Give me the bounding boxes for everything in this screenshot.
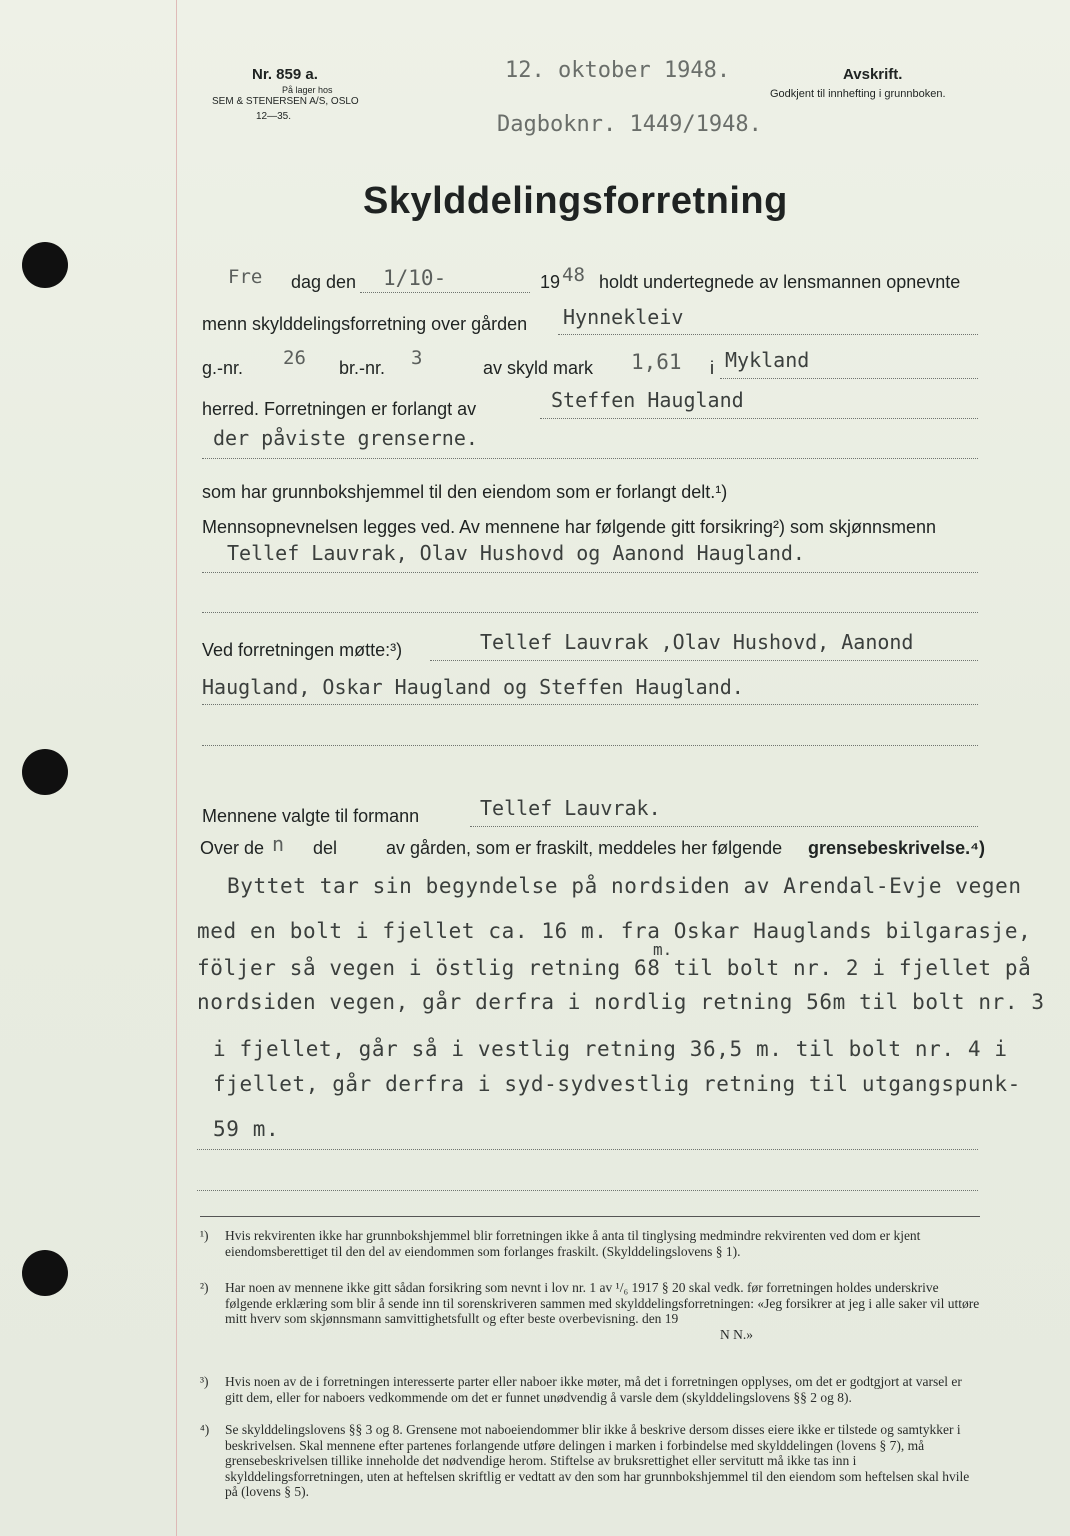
gnr-value: 26	[283, 347, 306, 369]
formann-label: Mennene valgte til formann	[202, 806, 420, 826]
farm-name: Hynnekleiv	[563, 305, 684, 329]
day-label: dag den	[291, 272, 357, 292]
skyld-value: 1,61	[631, 350, 682, 374]
footnote-2	[200, 1280, 980, 1342]
requester-note: der påviste grenserne.	[213, 426, 478, 450]
over-value-a: n	[272, 832, 285, 856]
herred-label: herred. Forretningen er forlangt av	[202, 399, 477, 419]
description-line-5: i fjellet, går så i vestlig retning 36,5 m. til bolt nr. 4 i	[213, 1037, 1008, 1061]
day-prefix: Fre	[228, 266, 263, 288]
footnote-3	[200, 1374, 980, 1405]
description-line-1: Byttet tar sin begyndelse på nordsiden av Arendal-Evje vegen	[227, 874, 1022, 898]
skjonnsmenn: Tellef Lauvrak, Olav Hushovd og Aanond Haugland.	[227, 541, 805, 565]
over-label-a: Over de	[200, 838, 265, 858]
skyld-label: av skyld mark	[483, 358, 594, 378]
i-label: i	[710, 358, 714, 378]
avskrift-subtitle: Godkjent til innhefting i grunnboken.	[770, 88, 946, 100]
year-prefix: 19	[540, 272, 561, 292]
footnote-1-text: Hvis rekvirenten ikke har grunnbokshjemmel blir forretningen ikke å anta til tinglysing medmindre rekvirenten ved dom er kjent eiendomsberettiget til den del av eiendommen som forlanges fraskilt. (Skylddelingslovens § 1).	[225, 1228, 921, 1259]
avskrift-title: Avskrift.	[843, 66, 903, 83]
publisher-line-3: 12—35.	[256, 111, 292, 122]
menn-line: Mennsopnevnelsen legges ved. Av mennene har følgende gitt forsikring²) som skjønnsmenn	[202, 517, 937, 537]
motte-line-2: Haugland, Oskar Haugland og Steffen Haugland.	[202, 675, 744, 699]
farm-label: menn skylddelingsforretning over gården	[202, 314, 528, 334]
footnote-3-number: ³)	[200, 1374, 209, 1389]
gnr-label: g.-nr.	[202, 358, 244, 378]
footnote-4-text: Se skylddelingslovens §§ 3 og 8. Grensene mot naboeiendommer blir ikke å beskrive dersom disses eiere ikke er tilstede og samtykker i beskrivelsen. Skal mennene efter partenes forlangende utføre delingen i marken i forbindelse med skylddelingen (lovens § 7), må grensebeskrivelsen tillike inneholde det nødvendige herom. Stiftelse av bruksrettighet eller servitutt må ikke tas inn i skylddelingsforretningen, uten at heftelsen skriftlig er vedtatt av den som har grunnbokshjemmel til den eiendom som heftelsen skal hvile på (lovens § 5).	[225, 1422, 970, 1499]
footnote-2-sign: N N.»	[720, 1326, 753, 1342]
publisher-line-1: På lager hos	[282, 85, 333, 95]
formann-value: Tellef Lauvrak.	[480, 796, 661, 820]
footnote-3-text: Hvis noen av de i forretningen interesserte parter eller naboer ikke møter, må det i forretningen opplyses, om det er godtgjort at varsel er gitt dem, eller for naboers vedkommende om det er funnet unødvendig å varsle dem (skylddelingslovens §§ 2 og 8).	[225, 1374, 962, 1405]
document-title: Skylddelingsforretning	[363, 180, 788, 222]
bnr-label: br.-nr.	[339, 358, 386, 378]
punch-hole-middle	[22, 749, 68, 795]
footnote-1	[200, 1228, 980, 1259]
superscript-m: m.	[653, 940, 673, 959]
date-stamp: 12. oktober 1948.	[505, 58, 731, 83]
bnr-value: 3	[411, 347, 423, 369]
grunnbok-line: som har grunnbokshjemmel til den eiendom som er forlangt delt.¹)	[202, 482, 728, 502]
herred-value: Mykland	[725, 348, 810, 372]
description-line-6: fjellet, går derfra i syd-sydvestlig retning til utgangspunk-	[213, 1072, 1021, 1096]
description-line-2: med en bolt i fjellet ca. 16 m. fra Oskar Hauglands bilgarasje,	[197, 919, 1032, 943]
requester: Steffen Haugland	[551, 388, 744, 412]
intro-tail: holdt undertegnede av lensmannen opnevnte	[599, 272, 961, 292]
over-tail: av gården, som er fraskilt, meddeles her følgende	[386, 838, 783, 858]
publisher-line-2: SEM & STENERSEN A/S, OSLO	[212, 96, 359, 107]
motte-label: Ved forretningen møtte:³)	[202, 640, 403, 660]
form-number: Nr. 859 a.	[252, 66, 318, 83]
footnote-4-number: ⁴)	[200, 1422, 210, 1437]
footnote-4	[200, 1422, 980, 1500]
footnote-1-number: ¹)	[200, 1228, 209, 1243]
year-value: 48	[562, 264, 585, 286]
footnote-2-number: ²)	[200, 1280, 209, 1295]
description-line-4: nordsiden vegen, går derfra i nordlig retning 56m til bolt nr. 3	[197, 990, 1045, 1014]
over-label-b: del	[313, 838, 338, 858]
description-line-3: följer så vegen i östlig retning 68 til bolt nr. 2 i fjellet på	[197, 956, 1032, 980]
over-bold: grensebeskrivelse.⁴)	[808, 838, 986, 858]
description-line-7: 59 m.	[213, 1117, 280, 1141]
date-value: 1/10-	[383, 266, 447, 290]
motte-line-1: Tellef Lauvrak ,Olav Hushovd, Aanond	[480, 630, 914, 654]
punch-hole-bottom	[22, 1250, 68, 1296]
punch-hole-top	[22, 242, 68, 288]
footnote-rule	[200, 1216, 980, 1217]
margin-line	[176, 0, 177, 1536]
dagbok-stamp: Dagboknr. 1449/1948.	[497, 112, 762, 137]
footnote-2-text: Har noen av mennene ikke gitt sådan forsikring som nevnt i lov nr. 1 av ¹/₆ 1917 § 20 skal vedk. før forretningen holdes underskrive følgende erklæring som blir å sende inn til sorenskriveren sammen med skylddelingsforretningen: «Jeg forsikrer at jeg i alle saker vil uttøre mitt hverv som skjønnsmann samvittighetsfullt og efter beste overbevisning. den 19	[225, 1280, 980, 1326]
